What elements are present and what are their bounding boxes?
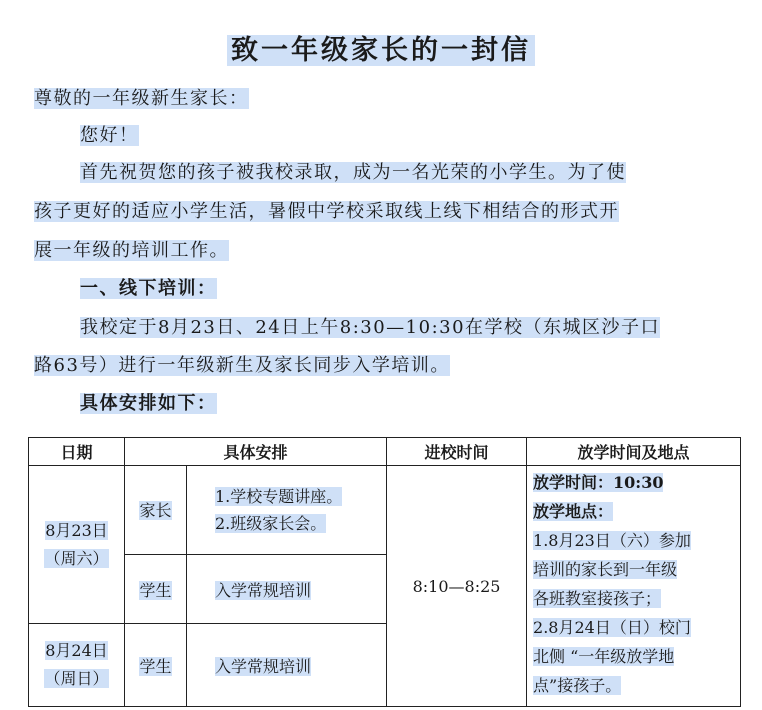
day1-student-item: 入学常规培训 [187,554,387,623]
paragraph-1-line-3: 展一年级的培训工作。 [34,240,229,261]
header-arrangement: 具体安排 [125,438,387,466]
day1-parent-items: 1.学校专题讲座。 2.班级家长会。 [187,466,387,555]
schedule-heading: 具体安排如下： [80,393,217,414]
day1-date-cell: 8月23日 （周六） [29,466,125,624]
day2-student-item: 入学常规培训 [187,624,387,707]
header-entry-time: 进校时间 [387,438,527,466]
dismissal-cell: 放学时间：10:30 放学地点： 1.8月23日（六）参加 培训的家长到一年级 各班教室接孩子； 2.8月24日（日）校门 北侧 “一年级放学地 点”接孩子。 [527,466,741,707]
entry-time-cell: 8:10—8:25 [387,466,527,707]
paragraph-2-line-2: 路63号）进行一年级新生及家长同步入学培训。 [34,355,450,376]
table-header-row [29,438,741,466]
paragraph-1-line-1: 首先祝贺您的孩子被我校录取，成为一名光荣的小学生。为了使 [80,162,626,183]
day2-date-cell: 8月24日 （周日） [29,624,125,707]
table-row [29,466,741,555]
letter-title: 致一年级家长的一封信 [0,28,762,67]
header-dismissal: 放学时间及地点 [527,438,741,466]
section-heading-offline: 一、线下培训： [80,278,217,299]
header-date: 日期 [29,438,125,466]
greeting-line: 尊敬的一年级新生家长： [34,88,249,109]
paragraph-1-line-2: 孩子更好的适应小学生活，暑假中学校采取线上线下相结合的形式开 [34,201,619,222]
day1-student-role: 学生 [125,554,187,623]
day1-parent-role: 家长 [125,466,187,555]
schedule-table [28,437,741,707]
paragraph-2-line-1: 我校定于8月23日、24日上午8:30—10:30在学校（东城区沙子口 [80,317,661,338]
hello-line: 您好！ [80,125,139,146]
day2-student-role: 学生 [125,624,187,707]
